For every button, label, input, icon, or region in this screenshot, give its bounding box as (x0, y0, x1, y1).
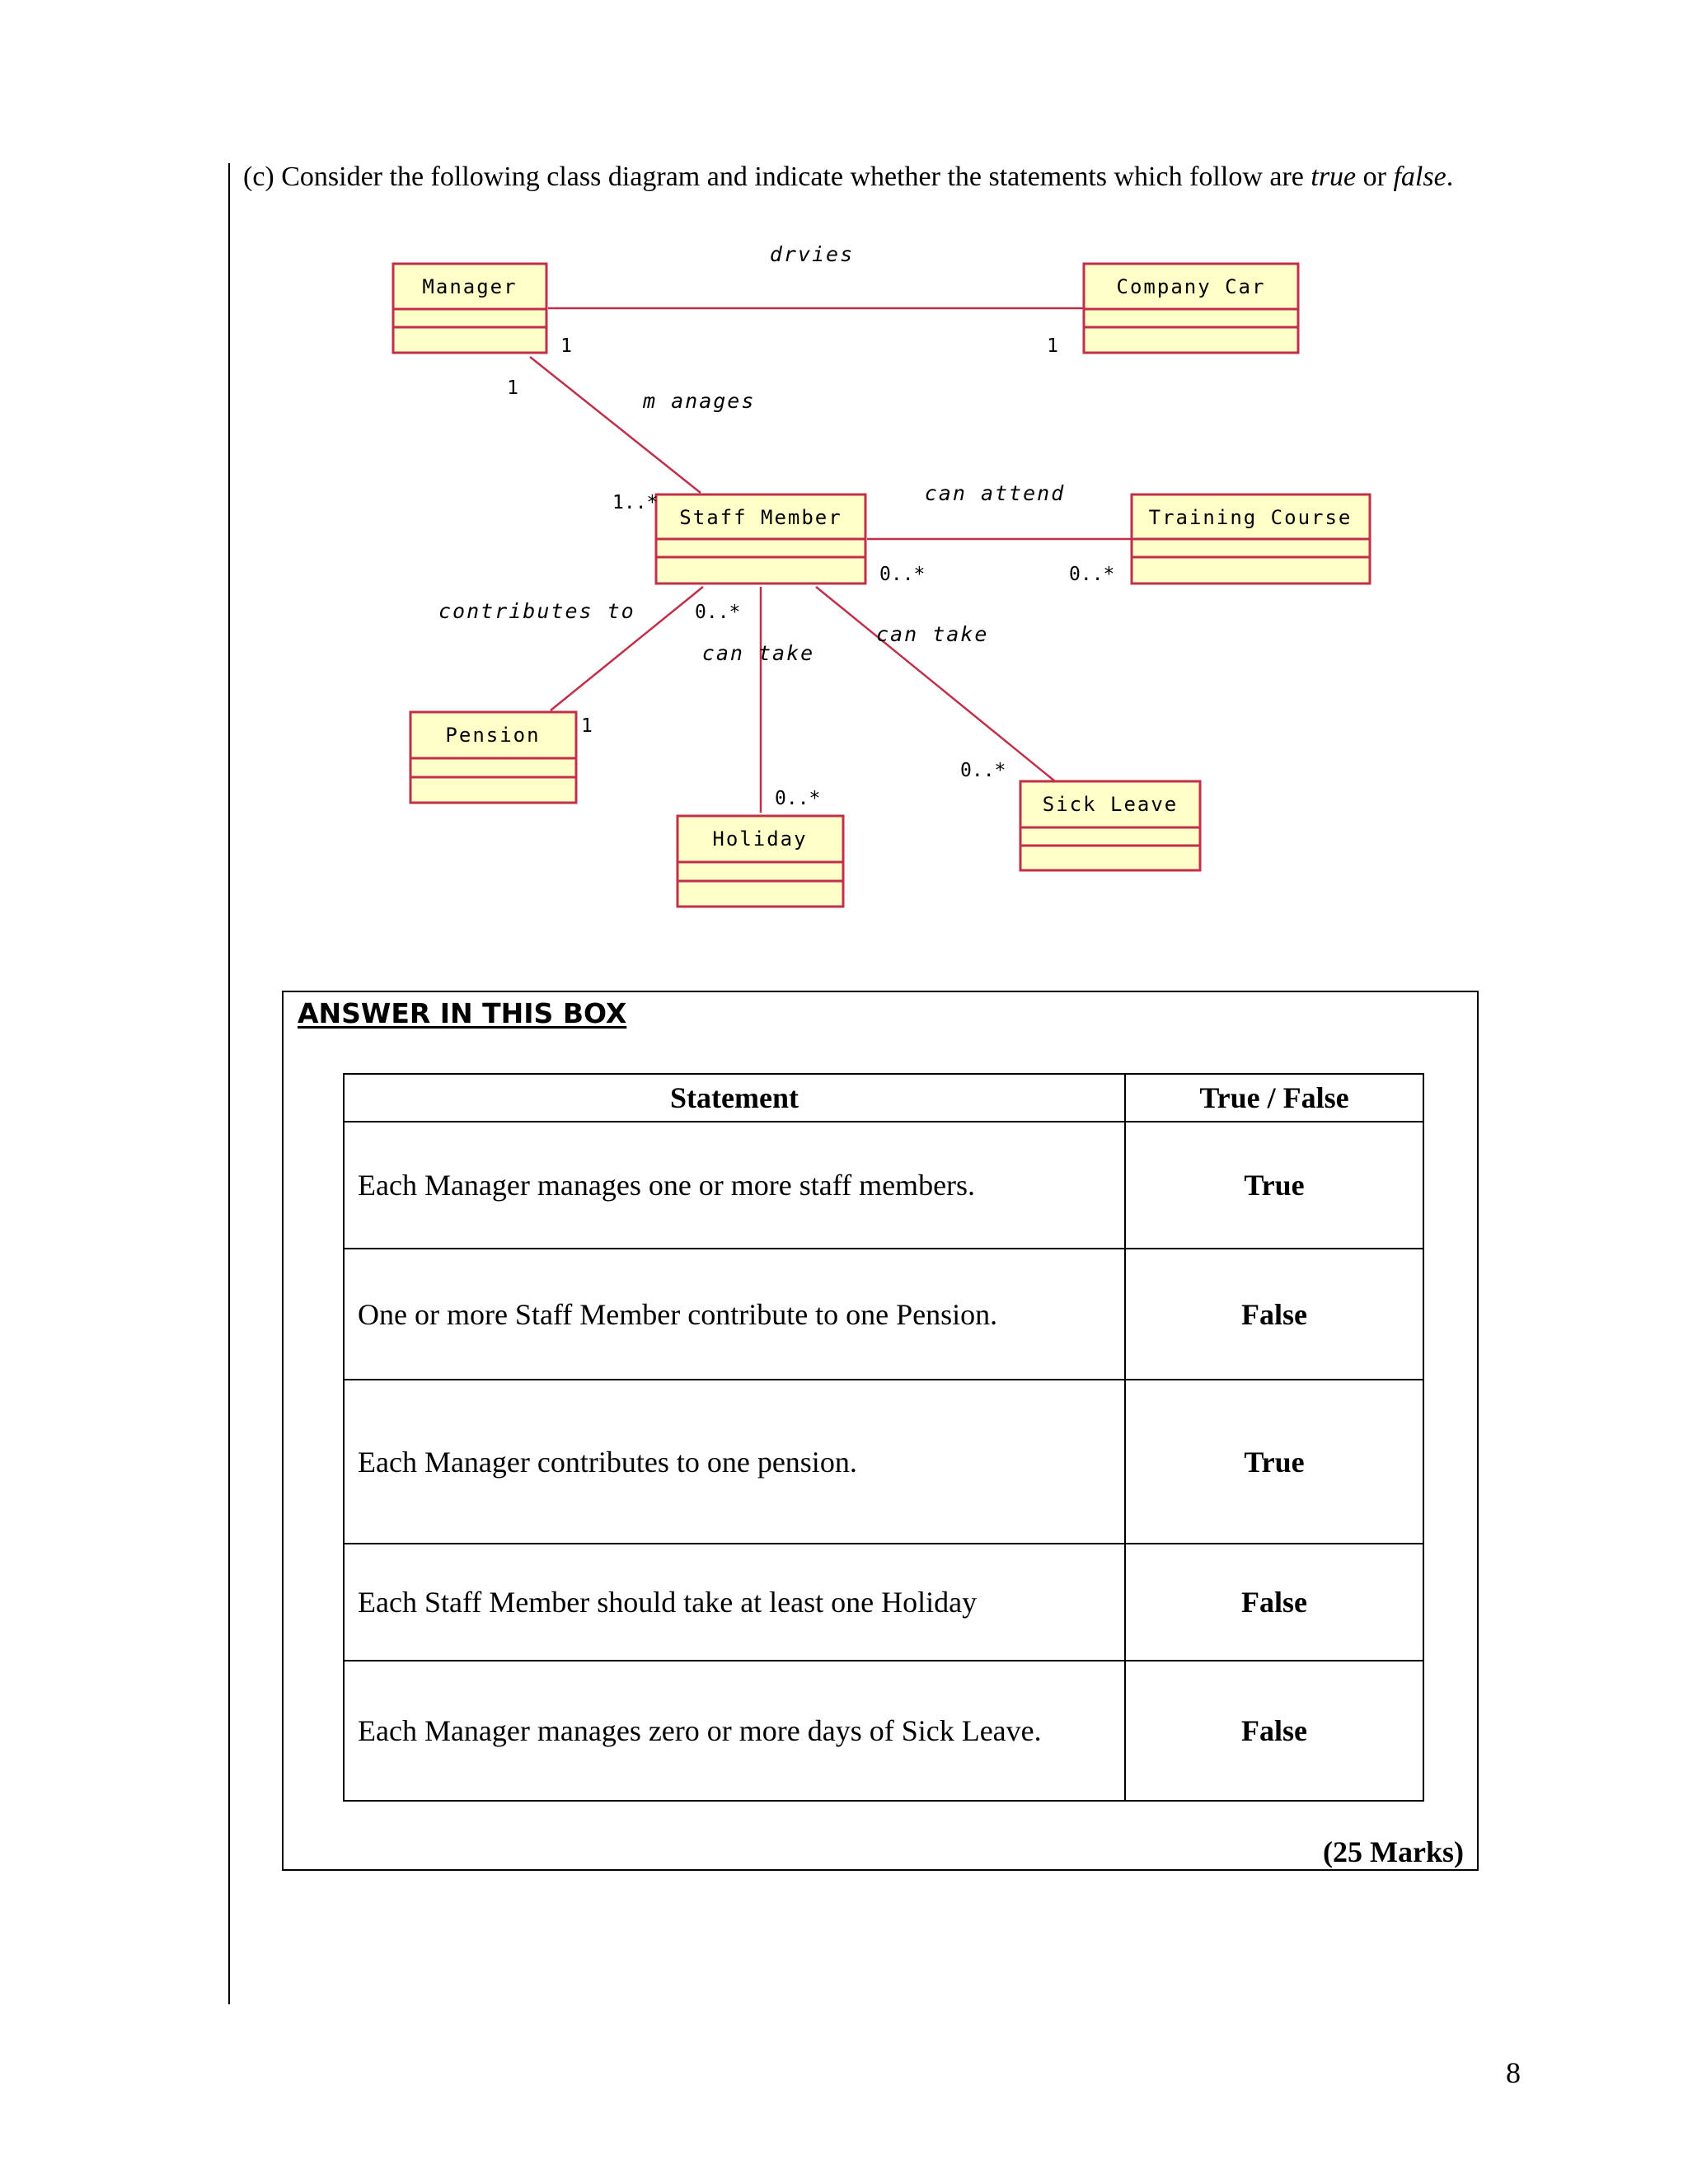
mult-manages-staff: 1..* (612, 492, 659, 513)
question-text: (c) Consider the following class diagram and indicate whether the statements which follow are true or false. (243, 162, 1454, 192)
table-row (344, 1380, 1423, 1544)
class-box-training-course (1132, 494, 1370, 583)
assoc-line-manages (530, 357, 701, 493)
class-name-manager: Manager (422, 275, 518, 298)
mult-attend-staff: 0..* (879, 564, 926, 585)
class-name-holiday: Holiday (712, 827, 808, 851)
table-header-row (344, 1074, 1423, 1122)
assoc-label-manages: m anages (643, 389, 756, 413)
class-name-training-course: Training Course (1148, 506, 1353, 529)
header-true-false: True / False (1125, 1074, 1423, 1122)
statement-cell: Each Staff Member should take at least one Holiday (344, 1544, 1125, 1661)
statement-cell: Each Manager contributes to one pension. (344, 1380, 1125, 1544)
word-true: true (1311, 162, 1357, 192)
table-row (344, 1122, 1423, 1249)
answer-cell: True (1125, 1380, 1423, 1544)
table-row (344, 1544, 1423, 1661)
class-box-company-car (1084, 264, 1298, 353)
mult-attend-course: 0..* (1069, 564, 1115, 585)
class-box-staff-member (656, 494, 865, 583)
statement-cell: One or more Staff Member contribute to one Pension. (344, 1249, 1125, 1380)
mult-contrib-pension: 1 (581, 715, 593, 737)
mult-contrib-staff: 0..* (695, 602, 741, 623)
table-row (344, 1661, 1423, 1801)
class-name-staff-member: Staff Member (679, 506, 842, 529)
answer-cell: True (1125, 1122, 1423, 1249)
answer-cell: False (1125, 1249, 1423, 1380)
class-name-pension: Pension (445, 724, 541, 747)
assoc-label-can-take-holiday: can take (701, 641, 815, 665)
mult-sick-end: 0..* (960, 760, 1006, 781)
margin-rule (228, 163, 230, 2004)
mult-drives-car: 1 (1047, 335, 1058, 357)
mult-drives-manager: 1 (560, 335, 572, 357)
class-box-holiday (678, 816, 843, 907)
statement-cell: Each Manager manages one or more staff members. (344, 1122, 1125, 1249)
answer-cell: False (1125, 1661, 1423, 1801)
header-statement: Statement (344, 1074, 1125, 1122)
class-diagram (379, 239, 1385, 915)
marks-label: (25 Marks) (1323, 1835, 1464, 1868)
answer-box (282, 991, 1479, 1871)
answer-cell: False (1125, 1544, 1423, 1661)
mult-holiday-end: 0..* (775, 788, 821, 809)
mult-manages-manager: 1 (507, 377, 518, 399)
assoc-label-can-take-sick: can take (876, 622, 989, 646)
class-box-manager (393, 264, 546, 353)
assoc-label-can-attend: can attend (924, 481, 1066, 505)
assoc-label-contributes-to: contributes to (438, 599, 635, 623)
class-box-pension (410, 712, 576, 803)
table-row (344, 1249, 1423, 1380)
assoc-label-drives: drvies (769, 242, 855, 266)
statement-cell: Each Manager manages zero or more days of Sick Leave. (344, 1661, 1125, 1801)
answer-table (343, 1073, 1424, 1802)
answer-box-title: ANSWER IN THIS BOX (298, 997, 627, 1029)
class-name-sick-leave: Sick Leave (1042, 793, 1179, 816)
page-number: 8 (1506, 2056, 1521, 2089)
assoc-line-can-take-sick (816, 587, 1055, 781)
class-name-company-car: Company Car (1116, 275, 1266, 298)
class-box-sick-leave (1020, 781, 1200, 870)
word-false: false (1393, 162, 1447, 192)
